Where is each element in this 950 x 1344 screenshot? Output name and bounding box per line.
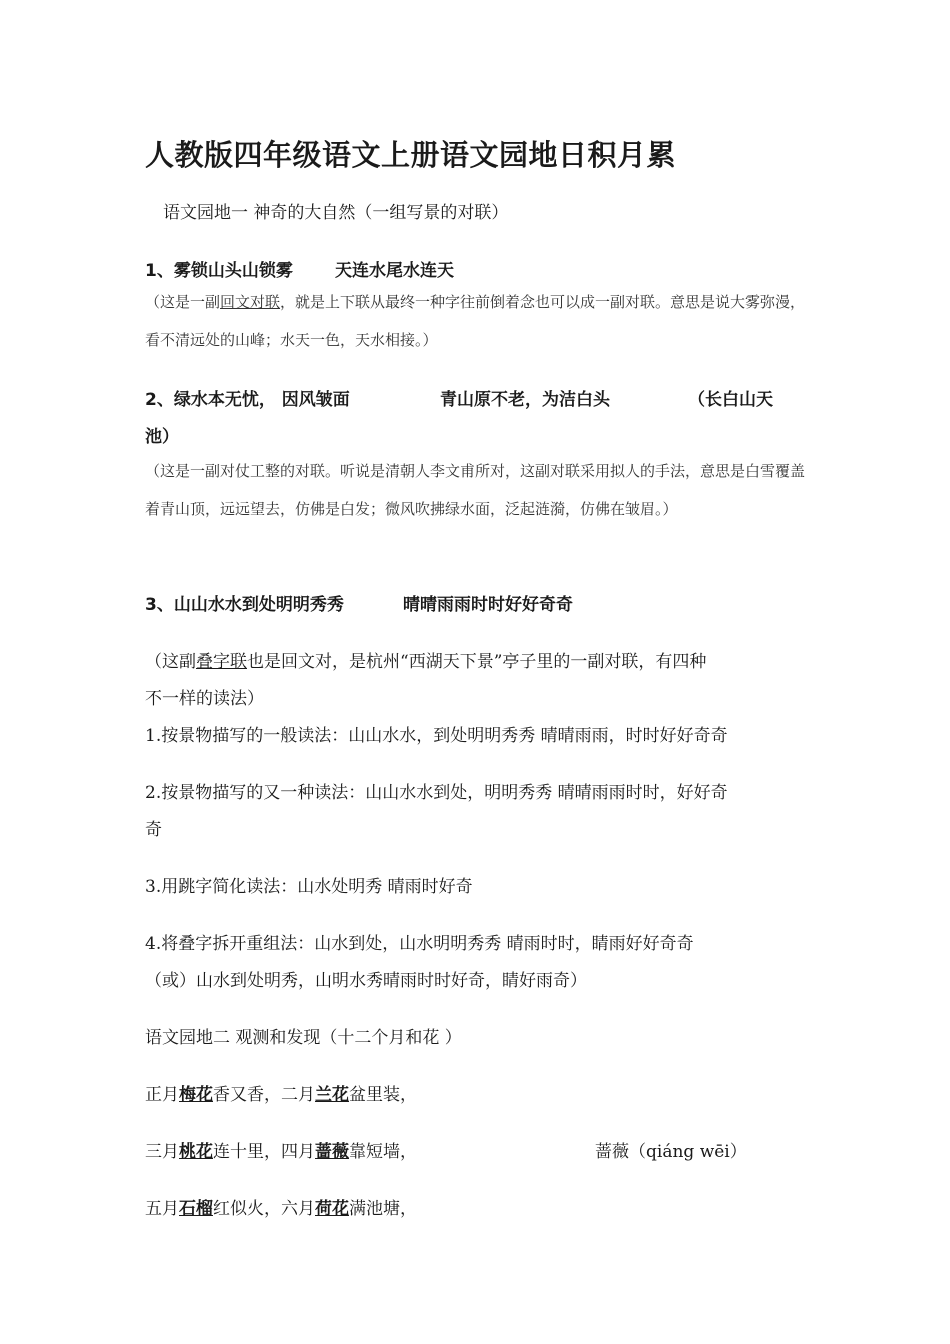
section2-heading: 语文园地二 观测和发现（十二个月和花 ） bbox=[145, 1028, 462, 1048]
repeated-word-couplet-link[interactable]: 叠字联 bbox=[196, 652, 247, 672]
couplet-3-left: 3、山山水水到处明明秀秀 bbox=[145, 595, 344, 615]
couplet-2-left: 2、绿水本无忧， 因风皱面 bbox=[145, 390, 350, 410]
couplet-3-note-line2: 不一样的读法） bbox=[145, 689, 264, 709]
month-flower-line-3: 五月石榴红似火，六月荷花满池塘， bbox=[145, 1199, 417, 1219]
couplet-3-note: （这副叠字联也是回文对，是杭州“西湖天下景”亭子里的一副对联，有四种 bbox=[145, 652, 707, 672]
month-flower-line-1: 正月梅花香又香，二月兰花盆里装， bbox=[145, 1085, 417, 1105]
reading-method-3: 3.用跳字简化读法：山水处明秀 晴雨时好奇 bbox=[145, 877, 473, 897]
pinyin-annotation: 蔷薇（qiáng wēi） bbox=[595, 1142, 747, 1162]
section1-heading: 语文园地一 神奇的大自然（一组写景的对联） bbox=[163, 203, 509, 223]
palindrome-couplet-link[interactable]: 回文对联 bbox=[220, 293, 281, 311]
couplet-3-right: 晴晴雨雨时时好好奇奇 bbox=[403, 595, 573, 615]
flower-lotus: 荷花 bbox=[315, 1199, 349, 1219]
couplet-1-left: 1、雾锁山头山锁雾 bbox=[145, 261, 293, 281]
reading-method-1: 1.按景物描写的一般读法：山山水水，到处明明秀秀 晴晴雨雨，时时好好奇奇 bbox=[145, 726, 728, 746]
couplet-2-right: 青山原不老，为洁白头 bbox=[440, 390, 610, 410]
couplet-2-note: （这是一副对仗工整的对联。听说是清朝人李文甫所对，这副对联采用拟人的手法，意思是白雪覆盖着青山顶，远远望去，仿佛是白发；微风吹拂绿水面，泛起涟漪，仿佛在皱眉。） bbox=[145, 462, 806, 518]
couplet-1-right: 天连水尾水连天 bbox=[335, 261, 454, 281]
reading-method-2: 2.按景物描写的又一种读法：山山水水到处，明明秀秀 晴晴雨雨时时，好好奇 bbox=[145, 783, 728, 803]
flower-pomegranate: 石榴 bbox=[179, 1199, 213, 1219]
reading-method-4-cont: （或）山水到处明秀，山明水秀晴雨时时好奇，睛好雨奇） bbox=[145, 971, 587, 991]
couplet-2-location-cont: 池） bbox=[145, 427, 179, 447]
couplet-2-location: （长白山天 bbox=[688, 390, 773, 410]
reading-method-4: 4.将叠字拆开重组法：山水到处，山水明明秀秀 晴雨时时，睛雨好好奇奇 bbox=[145, 934, 694, 954]
couplet-1-note: （这是一副回文对联，就是上下联从最终一种字往前倒着念也可以成一副对联。意思是说大雾弥漫，看不清远处的山峰；水天一色，天水相接。） bbox=[145, 293, 806, 349]
flower-peach: 桃花 bbox=[179, 1142, 213, 1162]
flower-rose: 蔷薇 bbox=[315, 1142, 349, 1162]
flower-orchid: 兰花 bbox=[315, 1085, 349, 1105]
reading-method-2-cont: 奇 bbox=[145, 820, 162, 840]
month-flower-line-2: 三月桃花连十里，四月蔷薇靠短墙， bbox=[145, 1142, 417, 1162]
flower-plum: 梅花 bbox=[179, 1085, 213, 1105]
page-title: 人教版四年级语文上册语文园地日积月累 bbox=[145, 138, 677, 172]
